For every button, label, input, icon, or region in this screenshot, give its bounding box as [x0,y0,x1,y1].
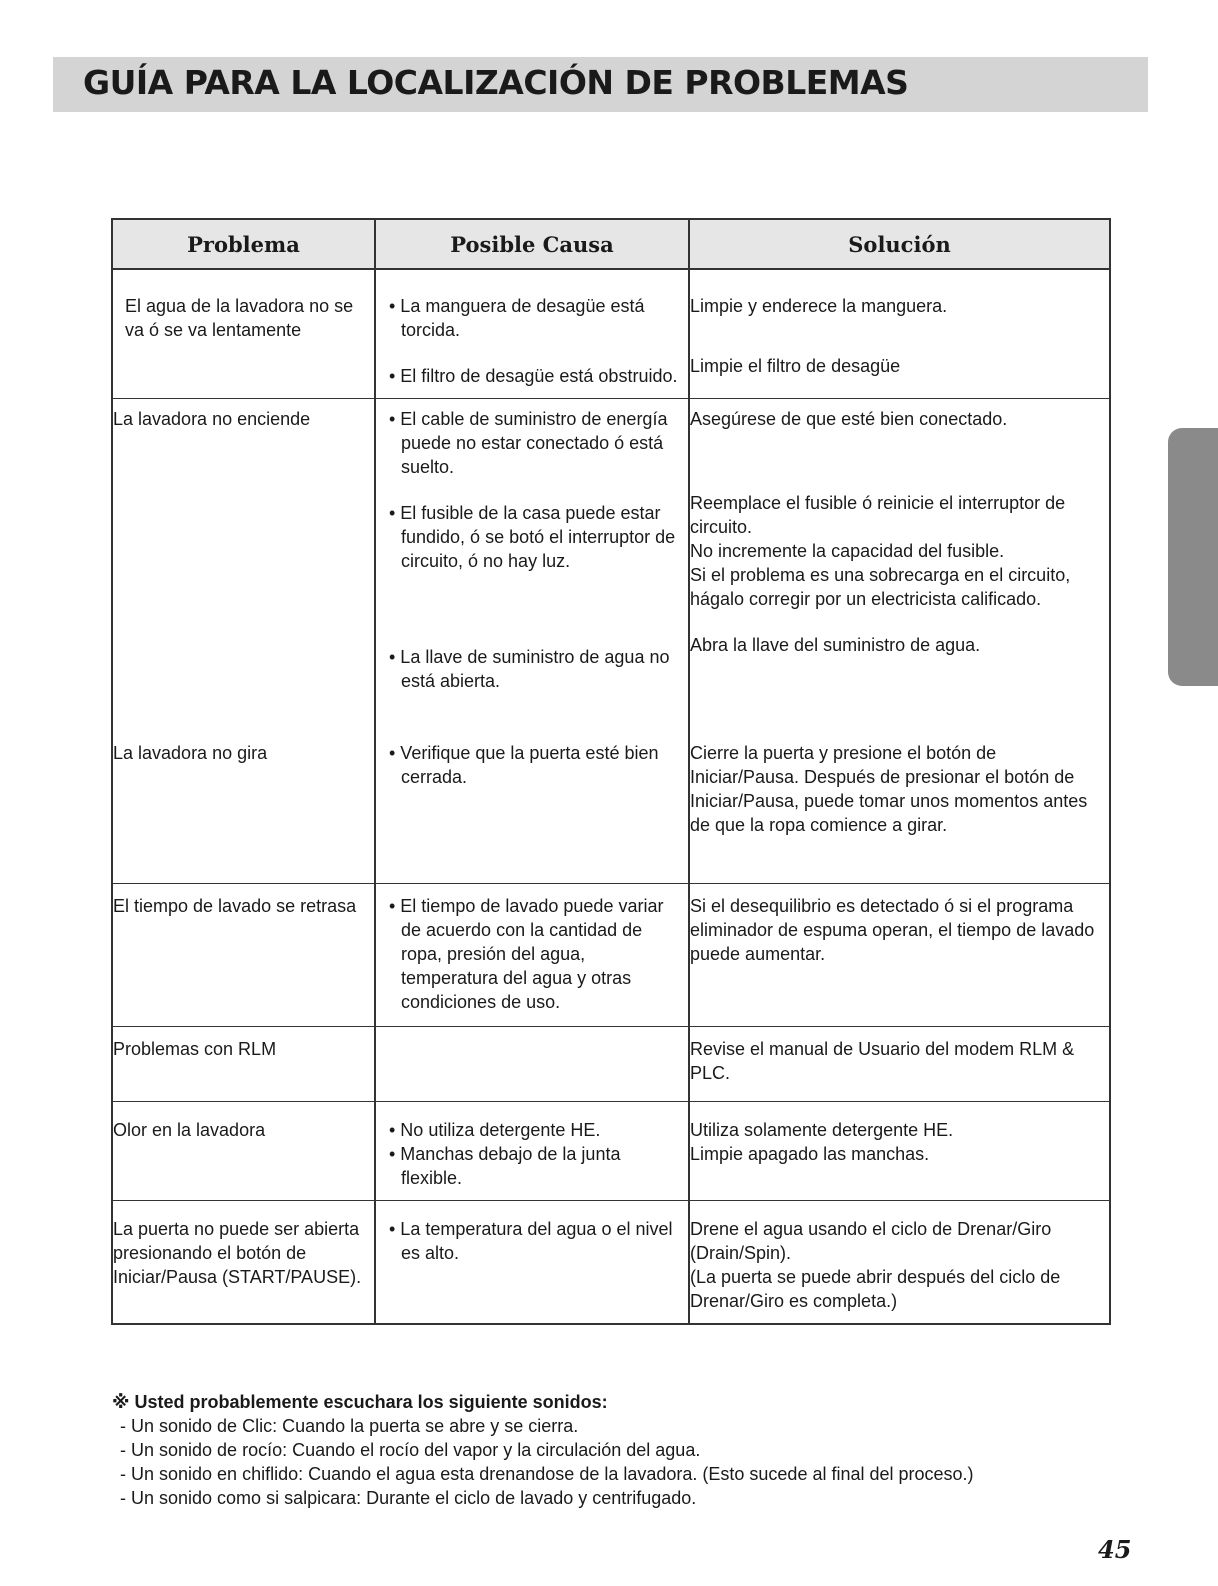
table-row [112,884,1110,1027]
table-row [112,269,1110,399]
solution-text: Drene el agua usando el ciclo de Drenar/Giro (Drain/Spin). [690,1219,1052,1263]
note-item: - Un sonido de Clic: Cuando la puerta se abre y se cierra. [120,1416,579,1436]
problem-text: Problemas con RLM [113,1039,277,1059]
cause-text: • El fusible de la casa puede estar fundido, ó se botó el interruptor de circuito, ó no hay luz. [389,503,676,571]
cause-text: • No utiliza detergente HE. [389,1120,601,1140]
troubleshooting-table [111,218,1111,1325]
problem-text: La lavadora no enciende [113,409,311,429]
page-title: GUÍA PARA LA LOCALIZACIÓN DE PROBLEMAS [83,63,909,102]
solution-text: No incremente la capacidad del fusible. [690,541,1005,561]
solution-text: Limpie el filtro de desagüe [690,356,901,376]
notes-heading: ※ Usted probablemente escuchara los siguiente sonidos: [112,1392,608,1412]
cause-text: • El tiempo de lavado puede variar de acuerdo con la cantidad de ropa, presión del agua, temperatura del agua y otras condiciones de uso. [389,896,664,1012]
cause-text: • Verifique que la puerta esté bien cerrada. [389,743,659,787]
header-problem: Problema [112,219,375,269]
table-row [112,1201,1110,1325]
table-row [112,399,1110,704]
table-row [112,703,1110,884]
problem-text: Olor en la lavadora [113,1120,266,1140]
solution-text: Revise el manual de Usuario del modem RLM & PLC. [690,1039,1075,1083]
table-row [112,1027,1110,1102]
solution-text: Cierre la puerta y presione el botón de Iniciar/Pausa. Después de presionar el botón de Iniciar/Pausa, puede tomar unos momentos antes de que la ropa comience a girar. [690,743,1088,835]
solution-text: (La puerta se puede abrir después del ciclo de Drenar/Giro es completa.) [690,1267,1061,1311]
note-item: - Un sonido como si salpicara: Durante el ciclo de lavado y centrifugado. [120,1488,697,1508]
solution-text: Limpie apagado las manchas. [690,1144,930,1164]
solution-text: Asegúrese de que esté bien conectado. [690,409,1008,429]
page-number: 45 [1098,1535,1132,1564]
problem-text: La puerta no puede ser abierta [113,1219,360,1239]
header-solution: Solución [689,219,1110,269]
problem-text: El agua de la lavadora no se va ó se va lentamente [125,296,354,340]
problem-text: presionando el botón de Iniciar/Pausa (START/PAUSE). [113,1243,362,1287]
solution-text: Utiliza solamente detergente HE. [690,1120,954,1140]
cause-text: • La temperatura del agua o el nivel es alto. [389,1219,673,1263]
solution-text: Abra la llave del suministro de agua. [690,635,981,655]
header-cause: Posible Causa [375,219,689,269]
cause-text: • El filtro de desagüe está obstruido. [389,366,678,386]
sounds-notes [112,1390,974,1510]
cause-text: • La manguera de desagüe está torcida. [389,296,645,340]
note-item: - Un sonido en chiflido: Cuando el agua esta drenandose de la lavadora. (Esto sucede al final del proceso.) [120,1464,974,1484]
cause-text: • El cable de suministro de energía puede no estar conectado ó está suelto. [389,409,668,477]
cause-text: • La llave de suministro de agua no está abierta. [389,647,670,691]
note-item: - Un sonido de rocío: Cuando el rocío del vapor y la circulación del agua. [120,1440,701,1460]
solution-text: Limpie y enderece la manguera. [690,296,948,316]
solution-text: Si el problema es una sobrecarga en el circuito, hágalo corregir por un electricista calificado. [690,565,1071,609]
section-tab [1168,428,1218,686]
solution-text: Si el desequilibrio es detectado ó si el programa eliminador de espuma operan, el tiempo de lavado puede aumentar. [690,896,1095,964]
solution-text: Reemplace el fusible ó reinicie el interruptor de circuito. [690,493,1066,537]
cause-text: • Manchas debajo de la junta flexible. [389,1144,621,1188]
title-bar [53,57,1148,112]
table-header-row [112,219,1110,269]
table-row [112,1102,1110,1201]
problem-text: La lavadora no gira [113,743,268,763]
problem-text: El tiempo de lavado se retrasa [113,896,357,916]
